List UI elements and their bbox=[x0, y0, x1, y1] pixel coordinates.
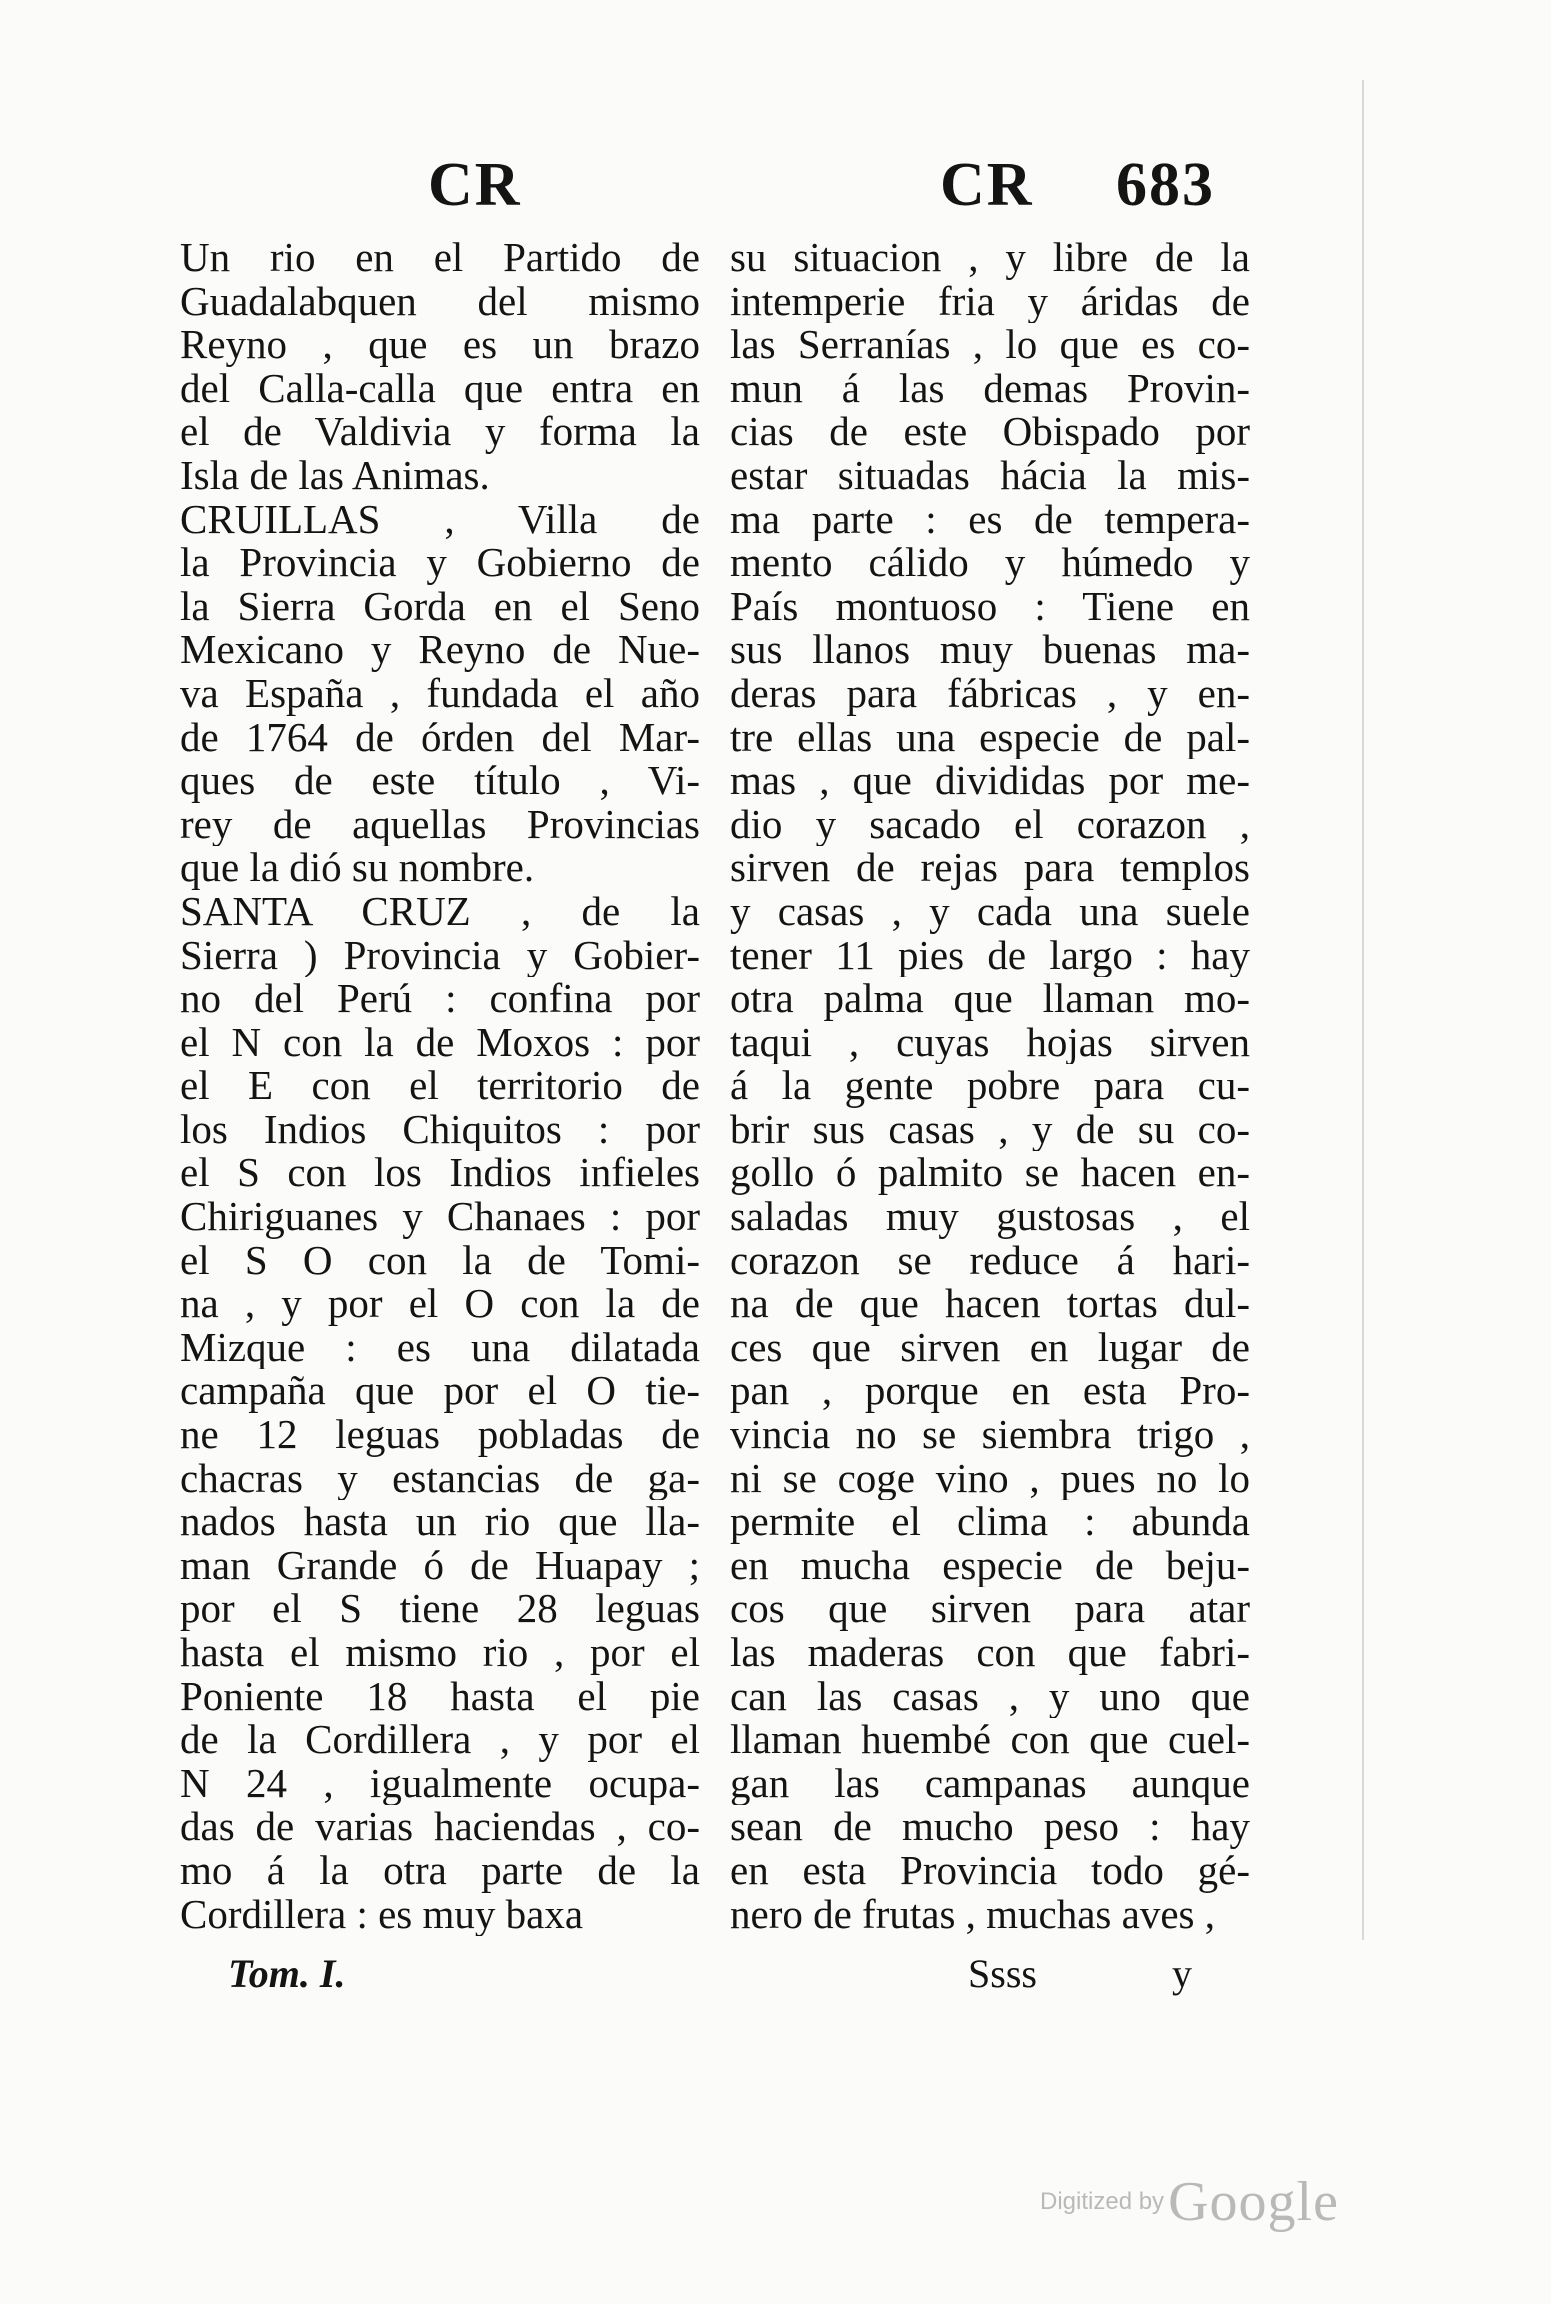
digitized-watermark bbox=[1040, 2170, 1339, 2234]
text-line: ces que sirven en lugar de bbox=[730, 1325, 1250, 1370]
page-number: 683 bbox=[1116, 151, 1215, 219]
right-text-column bbox=[730, 236, 1250, 1936]
text-line: tre ellas una especie de pal- bbox=[730, 715, 1250, 760]
text-line: País montuoso : Tiene en bbox=[730, 584, 1250, 629]
left-running-head: CR bbox=[428, 151, 522, 219]
text-line: SANTA CRUZ , de la bbox=[180, 889, 700, 934]
text-line: ne 12 leguas pobladas de bbox=[180, 1413, 700, 1457]
text-line: Reyno , que es un brazo bbox=[180, 323, 700, 367]
text-line: das de varias haciendas , co- bbox=[180, 1805, 700, 1849]
text-line: deras para fábricas , y en- bbox=[730, 671, 1250, 716]
text-line: N 24 , igualmente ocupa- bbox=[180, 1761, 700, 1806]
signature-mark: Ssss bbox=[968, 1951, 1037, 1996]
text-line: el E con el territorio de bbox=[180, 1064, 700, 1108]
text-line: pan , porque en esta Pro- bbox=[730, 1369, 1250, 1414]
text-line: el S O con la de Tomi- bbox=[180, 1238, 700, 1283]
text-line: saladas muy gustosas , el bbox=[730, 1195, 1250, 1239]
text-line: Guadalabquen del mismo bbox=[180, 279, 700, 324]
text-line: mun á las demas Provin- bbox=[730, 366, 1250, 411]
text-line: brir sus casas , y de su co- bbox=[730, 1107, 1250, 1152]
text-line: las maderas con que fabri- bbox=[730, 1631, 1250, 1675]
text-line: rey de aquellas Provincias bbox=[180, 802, 700, 847]
text-line: llaman huembé con que cuel- bbox=[730, 1718, 1250, 1762]
text-line: CRUILLAS , Villa de bbox=[180, 497, 700, 542]
right-running-head: CR bbox=[940, 151, 1034, 219]
text-line: vincia no se siembra trigo , bbox=[730, 1413, 1250, 1457]
catchword: y bbox=[1172, 1951, 1192, 1996]
text-line: na de que hacen tortas dul- bbox=[730, 1282, 1250, 1326]
text-line: sus llanos muy buenas ma- bbox=[730, 628, 1250, 672]
text-line: ques de este título , Vi- bbox=[180, 759, 700, 803]
text-line: los Indios Chiquitos : por bbox=[180, 1107, 700, 1152]
text-line: á la gente pobre para cu- bbox=[730, 1064, 1250, 1108]
text-line: Cordillera : es muy baxa bbox=[180, 1892, 584, 1937]
text-line: y casas , y cada una suele bbox=[730, 889, 1250, 934]
text-line: na , y por el O con la de bbox=[180, 1282, 700, 1326]
text-line: chacras y estancias de ga- bbox=[180, 1456, 700, 1501]
text-line: Isla de las Animas. bbox=[180, 453, 490, 498]
text-line: ma parte : es de tempera- bbox=[730, 497, 1250, 542]
text-line: dio y sacado el corazon , bbox=[730, 802, 1250, 847]
text-line: can las casas , y uno que bbox=[730, 1674, 1250, 1719]
google-logo: Google bbox=[1168, 2171, 1339, 2233]
left-text-column bbox=[180, 236, 700, 1936]
watermark-prefix: Digitized by bbox=[1040, 2188, 1165, 2215]
text-line: otra palma que llaman mo- bbox=[730, 977, 1250, 1021]
text-line: man Grande ó de Huapay ; bbox=[180, 1543, 700, 1588]
text-line: Mexicano y Reyno de Nue- bbox=[180, 628, 700, 672]
text-line: las Serranías , lo que es co- bbox=[730, 323, 1250, 367]
text-line: Sierra ) Provincia y Gobier- bbox=[180, 933, 700, 978]
text-line: la Sierra Gorda en el Seno bbox=[180, 584, 700, 629]
text-line: del Calla-calla que entra en bbox=[180, 366, 700, 411]
text-line: cos que sirven para atar bbox=[730, 1587, 1250, 1631]
text-line: gollo ó palmito se hacen en- bbox=[730, 1151, 1250, 1196]
text-line: ni se coge vino , pues no lo bbox=[730, 1456, 1250, 1501]
text-line: Chiriguanes y Chanaes : por bbox=[180, 1195, 700, 1239]
text-line: estar situadas hácia la mis- bbox=[730, 453, 1250, 498]
text-line: sean de mucho peso : hay bbox=[730, 1805, 1250, 1849]
text-line: mo á la otra parte de la bbox=[180, 1848, 700, 1893]
text-line: Poniente 18 hasta el pie bbox=[180, 1674, 700, 1719]
volume-label: Tom. I. bbox=[228, 1951, 346, 1996]
text-line: el de Valdivia y forma la bbox=[180, 410, 700, 454]
text-line: taqui , cuyas hojas sirven bbox=[730, 1020, 1250, 1065]
text-line: el S con los Indios infieles bbox=[180, 1151, 700, 1196]
text-line: corazon se reduce á hari- bbox=[730, 1238, 1250, 1283]
text-line: en esta Provincia todo gé- bbox=[730, 1848, 1250, 1893]
text-line: cias de este Obispado por bbox=[730, 410, 1250, 454]
text-line: mas , que divididas por me- bbox=[730, 759, 1250, 803]
text-line: no del Perú : confina por bbox=[180, 977, 700, 1021]
text-line: mento cálido y húmedo y bbox=[730, 541, 1250, 585]
text-line: por el S tiene 28 leguas bbox=[180, 1587, 700, 1631]
text-line: va España , fundada el año bbox=[180, 671, 700, 716]
text-line: gan las campanas aunque bbox=[730, 1761, 1250, 1806]
text-line: de la Cordillera , y por el bbox=[180, 1718, 700, 1762]
text-line: el N con la de Moxos : por bbox=[180, 1020, 700, 1065]
text-line: nados hasta un rio que lla- bbox=[180, 1500, 700, 1544]
text-line: permite el clima : abunda bbox=[730, 1500, 1250, 1544]
text-line: nero de frutas , muchas aves , bbox=[730, 1892, 1215, 1937]
text-line: su situacion , y libre de la bbox=[730, 236, 1250, 280]
text-line: Un rio en el Partido de bbox=[180, 236, 700, 280]
text-line: sirven de rejas para templos bbox=[730, 846, 1250, 890]
text-line: campaña que por el O tie- bbox=[180, 1369, 700, 1414]
text-line: intemperie fria y áridas de bbox=[730, 279, 1250, 324]
text-line: tener 11 pies de largo : hay bbox=[730, 933, 1250, 978]
text-line: en mucha especie de beju- bbox=[730, 1543, 1250, 1588]
text-line: que la dió su nombre. bbox=[180, 846, 535, 890]
text-line: Mizque : es una dilatada bbox=[180, 1325, 700, 1370]
text-line: la Provincia y Gobierno de bbox=[180, 541, 700, 585]
text-line: de 1764 de órden del Mar- bbox=[180, 715, 700, 760]
page-edge-line bbox=[1362, 80, 1364, 1940]
text-line: hasta el mismo rio , por el bbox=[180, 1631, 700, 1675]
